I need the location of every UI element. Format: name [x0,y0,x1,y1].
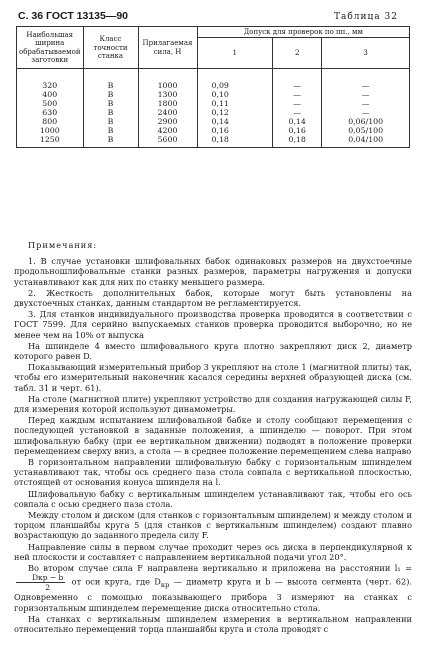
table-cell: 0,09 [197,69,273,91]
note-3: 3. Для станков индивидуального производства проверка проводится в соответствии с ГОСТ 7599. Для серийно выпускаемых станков проверка проводится выборочно, но не менее чем на 10% от выпуска [14,309,412,340]
table-cell: 0,06/100 [322,117,410,126]
table-cell: 4200 [138,126,197,135]
sub-col-1: 1 [197,38,273,69]
table-cell: — [322,69,410,91]
table-cell: 0,05/100 [322,126,410,135]
formula-numerator: Dкр − b [16,573,65,583]
table-cell: 1300 [138,90,197,99]
table-cell: В [83,126,138,135]
formula-tail-2: — диаметр круга и b — высота сегмента (черт. 62). Одновременно с помощью показывающего прибора 3 измеряют на станках с горизонтальным шпинделем перемещение диска относительно стола. [14,576,412,613]
formula-lhs: l₁ = [394,563,412,574]
table-row [17,135,410,148]
table-row [17,90,410,99]
page-header: С. 36 ГОСТ 13135—90 [18,10,129,22]
paragraph: Шлифовальную бабку с вертикальным шпинделем устанавливают так, чтобы его ось совпала с осью среднего паза стола. [14,488,412,509]
paragraph: В горизонтальном направлении шлифовальную бабку с горизонтальным шпинделем устанавливают так, чтобы ось среднего паза стола совпала с вертикальной плоскостью, отстоящей от основания конуса шпинделя на l. [14,457,412,488]
table-cell: 0,11 [197,99,273,108]
table-cell: В [83,90,138,99]
col-width-header: Наибольшая ширина обрабатываемой заготовки [17,27,84,69]
col-force-header: Прилагаемая сила, Н [138,27,197,69]
formula-sub: кр [160,581,170,590]
table-cell: В [83,117,138,126]
table-cell: 2400 [138,108,197,117]
table-cell: 0,16 [273,126,322,135]
table-cell: 0,14 [197,117,273,126]
col-tolerance-header: Допуск для проверок по пп., мм [197,27,410,38]
table-cell: 0,16 [197,126,273,135]
table-title: Таблица 32 [334,12,398,22]
paragraph: На шпинделе 4 вместо шлифовального круга плотно закрепляют диск 2, диаметр которого равен D. [14,340,412,362]
paragraph: Перед каждым испытанием шлифовальной бабке и столу сообщают перемещения с последующей установкой в заданные положения, а шпинделю — поворот. При этом шлифовальную бабку (при ее вертикальном движении) подводят в положение проверки перемещением сверху вниз, а стола — в среднее положение перемещением слева направо [14,415,412,456]
table-cell: 320 [17,69,84,91]
paragraph: На столе (магнитной плите) укрепляют устройство для создания нагружающей силы F, для измерения которой используют динамометры. [14,393,412,415]
body-text [14,240,412,635]
paragraph: Направление силы в первом случае проходит через ось диска в перпендикулярной к ней плоскости и составляет с направлением вертикальной подачи угол 20°. [14,541,412,562]
table-cell: 0,12 [197,108,273,117]
formula-tail: от оси круга, где D [71,576,161,587]
table-cell: В [83,135,138,148]
formula-fraction [16,573,65,592]
table-cell: 1000 [138,69,197,91]
table-cell: 1800 [138,99,197,108]
table-cell: В [83,99,138,108]
paragraph: На станках с вертикальным шпинделем измерения в вертикальном направлении относительно перемещений торца планшайбы круга и стола проводят с [14,613,412,634]
formula-lead: Во втором случае сила F направлена вертикально и приложена на расстоянии [28,563,391,574]
table-cell: 0,04/100 [322,135,410,148]
table-cell: В [83,69,138,91]
table-cell: 400 [17,90,84,99]
note-1: 1. В случае установки шлифовальных бабок одинаковых размеров на двухстоечные продольношлифовальные станки разных размеров, параметры нагружения и допуски устанавливают как для них по станку меньшего размера. [14,256,412,287]
table-cell: — [273,108,322,117]
table-cell: 0,18 [197,135,273,148]
note-2: 2. Жесткость дополнительных бабок, которые могут быть установлены на двухстоечных станках, данным стандартом не регламентируется. [14,287,412,309]
sub-col-2: 2 [273,38,322,69]
table-cell: — [273,99,322,108]
table-cell: 0,18 [273,135,322,148]
table-cell: 2900 [138,117,197,126]
table-cell: — [273,69,322,91]
table-cell: — [322,99,410,108]
tolerance-table [16,26,410,148]
notes-title: Примечания: [28,240,98,250]
table-cell: 5600 [138,135,197,148]
formula-paragraph [14,563,412,613]
table-cell: 800 [17,117,84,126]
table-row [17,126,410,135]
table-cell: 630 [17,108,84,117]
table-cell: В [83,108,138,117]
table-row [17,69,410,91]
paragraph: Показывающий измерительный прибор 3 укрепляют на столе 1 (магнитной плиты) так, чтобы его измерительный наконечник касался середины верхней образующей диска (см. табл. 31 и черт. 61). [14,362,412,393]
formula-denominator: 2 [45,583,51,593]
col-class-header: Класс точности станка [83,27,138,69]
table-cell: 1000 [17,126,84,135]
table-cell: — [273,90,322,99]
table-cell: 0,14 [273,117,322,126]
table-row [17,108,410,117]
table-cell: — [322,90,410,99]
paragraph: Между столом и диском (для станков с горизонтальным шпинделем) и между столом и торцом планшайбы круга 5 (для станков с вертикальным шпинделем) создают плавно возрастающую до заданного предела силу F. [14,510,412,541]
table-cell: 0,10 [197,90,273,99]
table-row [17,99,410,108]
table-cell: 500 [17,99,84,108]
sub-col-3: 3 [322,38,410,69]
table-cell: — [322,108,410,117]
table-cell: 1250 [17,135,84,148]
table-row [17,117,410,126]
